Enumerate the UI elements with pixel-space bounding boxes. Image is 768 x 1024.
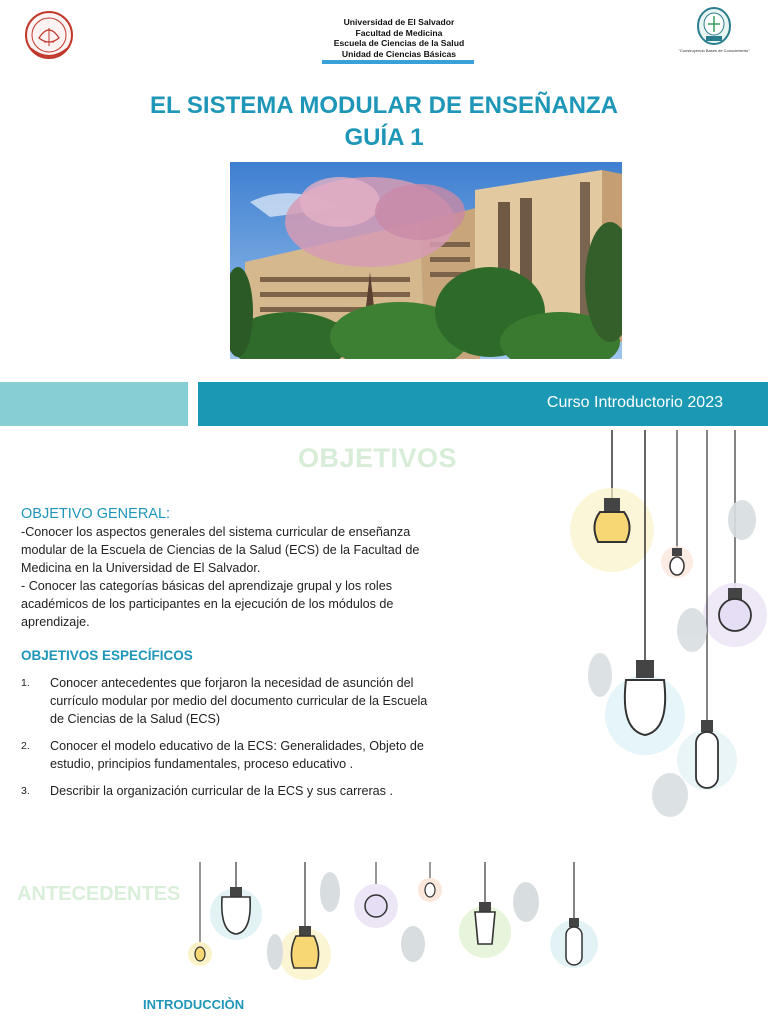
- list-number: 3.: [21, 785, 30, 797]
- institution-line: Escuela de Ciencias de la Salud: [333, 38, 465, 49]
- list-item: [21, 674, 441, 728]
- light-bulb-icon: [354, 862, 398, 928]
- specific-objectives-label: OBJETIVOS ESPECÍFICOS: [21, 648, 193, 663]
- course-label: Curso Introductorio 2023: [546, 394, 723, 411]
- page-title: EL SISTEMA MODULAR DE ENSEÑANZA: [149, 92, 619, 119]
- list-number: 2.: [21, 740, 30, 752]
- general-objective-label: OBJETIVO GENERAL:: [21, 506, 171, 522]
- institution-line: Universidad de El Salvador: [343, 17, 455, 27]
- list-text: Describir la organización curricular de la ECS y sus carreras .: [50, 784, 393, 798]
- institution-block: [320, 17, 478, 59]
- list-number: 1.: [21, 677, 30, 689]
- light-bulb-icon: [550, 862, 598, 968]
- general-objective-paragraph: - Conocer las categorías básicas del aprendizaje grupal y los roles académicos de los participantes en la ejecución de los módulos de aprendizaje.: [21, 579, 394, 629]
- list-item: [21, 737, 441, 773]
- university-seal-logo: [24, 8, 74, 62]
- objectives-heading: OBJETIVOS: [298, 443, 458, 473]
- light-bulb-icon: [418, 862, 442, 902]
- institution-line: Unidad de Ciencias Básicas: [341, 48, 457, 59]
- building-photo: [230, 162, 622, 359]
- list-text: Conocer el modelo educativo de la ECS: Generalidades, Objeto de estudio, principios fundamentales, proceso educativo .: [50, 739, 424, 771]
- general-objective-paragraph: -Conocer los aspectos generales del sistema curricular de enseñanza modular de la Escuela de Ciencias de la Salud (ECS) de la Facultad de Medicina en la Universidad de El Salvador.: [21, 525, 420, 575]
- general-objective-text: [21, 523, 441, 631]
- banner-accent: [0, 382, 188, 426]
- antecedentes-heading: ANTECEDENTES: [17, 883, 181, 905]
- hanging-bulbs-illustration: [170, 862, 610, 980]
- school-motto: "Construyendo Bases de Conocimiento": [678, 48, 750, 53]
- light-bulb-icon: [703, 430, 767, 647]
- light-bulb-icon: [459, 862, 511, 958]
- light-bulb-icon: [661, 430, 693, 578]
- institution-line: Facultad de Medicina: [355, 27, 443, 38]
- list-text: Conocer antecedentes que forjaron la necesidad de asunción del currículo modular por medio del documento curricular de la Escuela de Ciencias de la Salud (ECS): [50, 676, 428, 726]
- hanging-bulbs-illustration: [560, 430, 768, 830]
- light-bulb-icon: [188, 862, 212, 966]
- page-subtitle: GUÍA 1: [344, 124, 424, 151]
- list-item: [21, 782, 441, 800]
- specific-objectives-list: [21, 674, 441, 809]
- light-bulb-icon: [210, 862, 262, 940]
- light-bulb-icon: [570, 430, 654, 572]
- institution-underline: [322, 60, 474, 64]
- introduccion-heading: INTRODUCCIÒN: [143, 997, 245, 1012]
- light-bulb-icon: [605, 430, 685, 755]
- school-seal-logo: [696, 6, 732, 48]
